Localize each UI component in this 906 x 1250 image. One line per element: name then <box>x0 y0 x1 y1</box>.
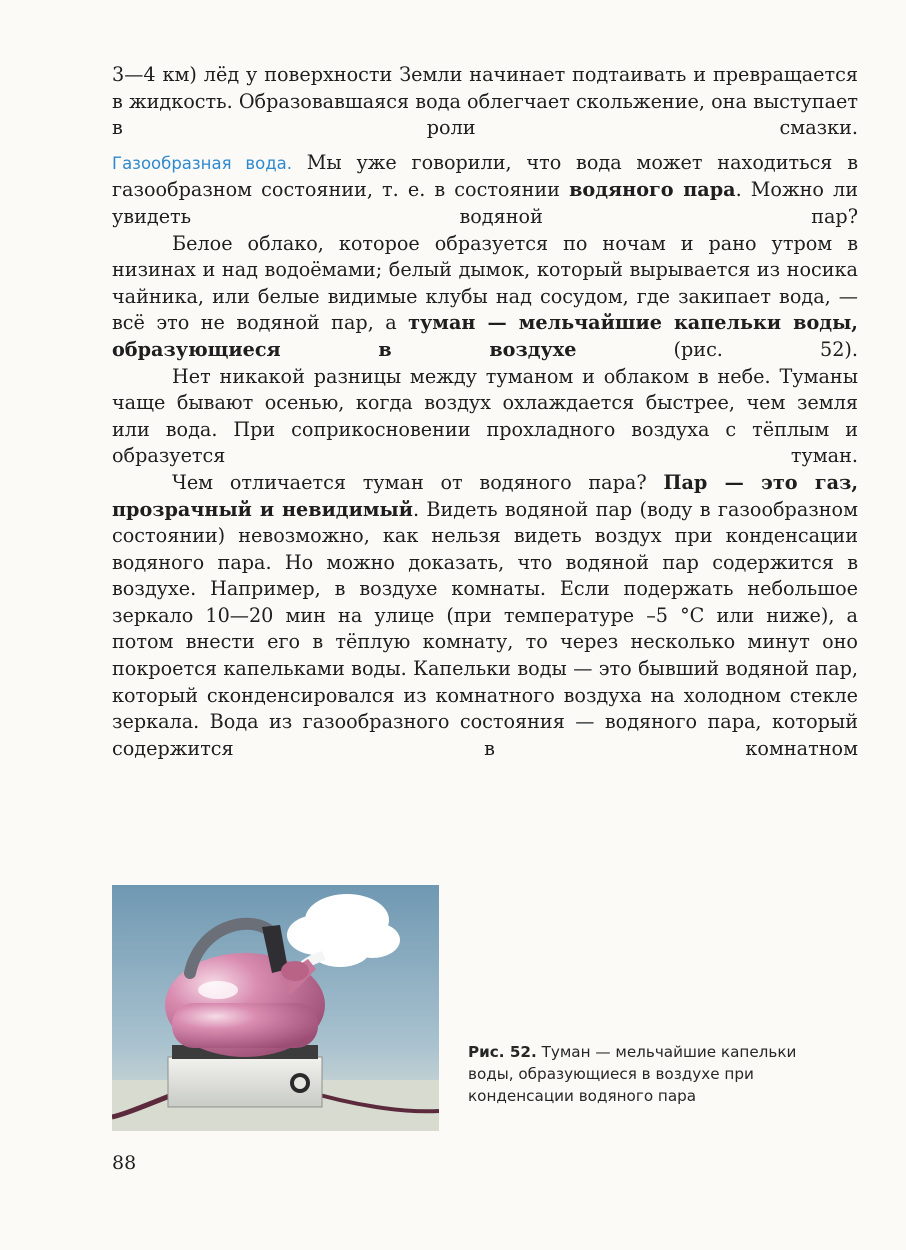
body-text <box>112 62 858 762</box>
bold-term: водяного пара <box>569 178 736 202</box>
caption-label: Рис. 52. <box>468 1043 537 1061</box>
bold-definition-steam: Пар — это газ, прозрачный и невидимый <box>112 470 858 521</box>
caption-text: Туман — мельчайшие капельки воды, образующиеся в воздухе при конденсации водяного пара <box>468 1043 797 1105</box>
bold-definition: туман — мельчайшие капельки воды, образующиеся в воздухе <box>112 311 858 361</box>
paragraph-1: 3—4 км) лёд у поверхности Земли начинает подтаивать и превращается в жидкость. Образовавшаяся вода облегчает скольжение, она выступает в роли смазки. <box>112 63 858 140</box>
paragraph-fog: Белое облако, которое образуется по ночам и рано утром в низинах и над водоёмами; белый дымок, который вырывается из носика чайника, или белые видимые клубы над сосудом, где закипает вода, — всё это не водяной пар, а туман — мельчайшие капельки воды, образующиеся в воздухе (рис. 52). <box>112 231 858 361</box>
figure-caption <box>468 1041 808 1107</box>
section-heading: Газообразная вода. <box>112 153 292 173</box>
page-number: 88 <box>112 1152 137 1174</box>
kettle-on-stove-illustration <box>112 885 439 1131</box>
paragraph-clouds: Нет никакой разницы между туманом и облаком в небе. Туманы чаще бывают осенью, когда воздух охлаждается быстрее, чем земля или вода. При соприкосновении прохладного воздуха с тёплым и образуется туман. <box>112 364 858 468</box>
figure-52-image <box>112 885 439 1131</box>
paragraph-steam: Чем отличается туман от водяного пара? Пар — это газ, прозрачный и невидимый. Видеть водяной пар (воду в газообразном состоянии) невозможно, как нельзя видеть воздух при конденсации водяного пара. Но можно доказать, что водяной пар содержится в воздухе. Например, в воздухе комнаты. Если подержать небольшое зеркало 10—20 мин на улице (при температуре –5 °С или ниже), а потом внести его в тёплую комнату, то через несколько минут оно покроется капельками воды. Капельки воды — это бывший водяной пар, который сконденсировался из комнатного воздуха на холодном стекле зеркала. Вода из газообразного состояния — водяного пара, который содержится в комнатном <box>112 470 858 760</box>
paragraph-gaseous-water: Газообразная вода. Мы уже говорили, что вода может находиться в газообразном состоянии, т. е. в состоянии водяного пара. Можно ли увидеть водяной пар? <box>112 150 859 228</box>
